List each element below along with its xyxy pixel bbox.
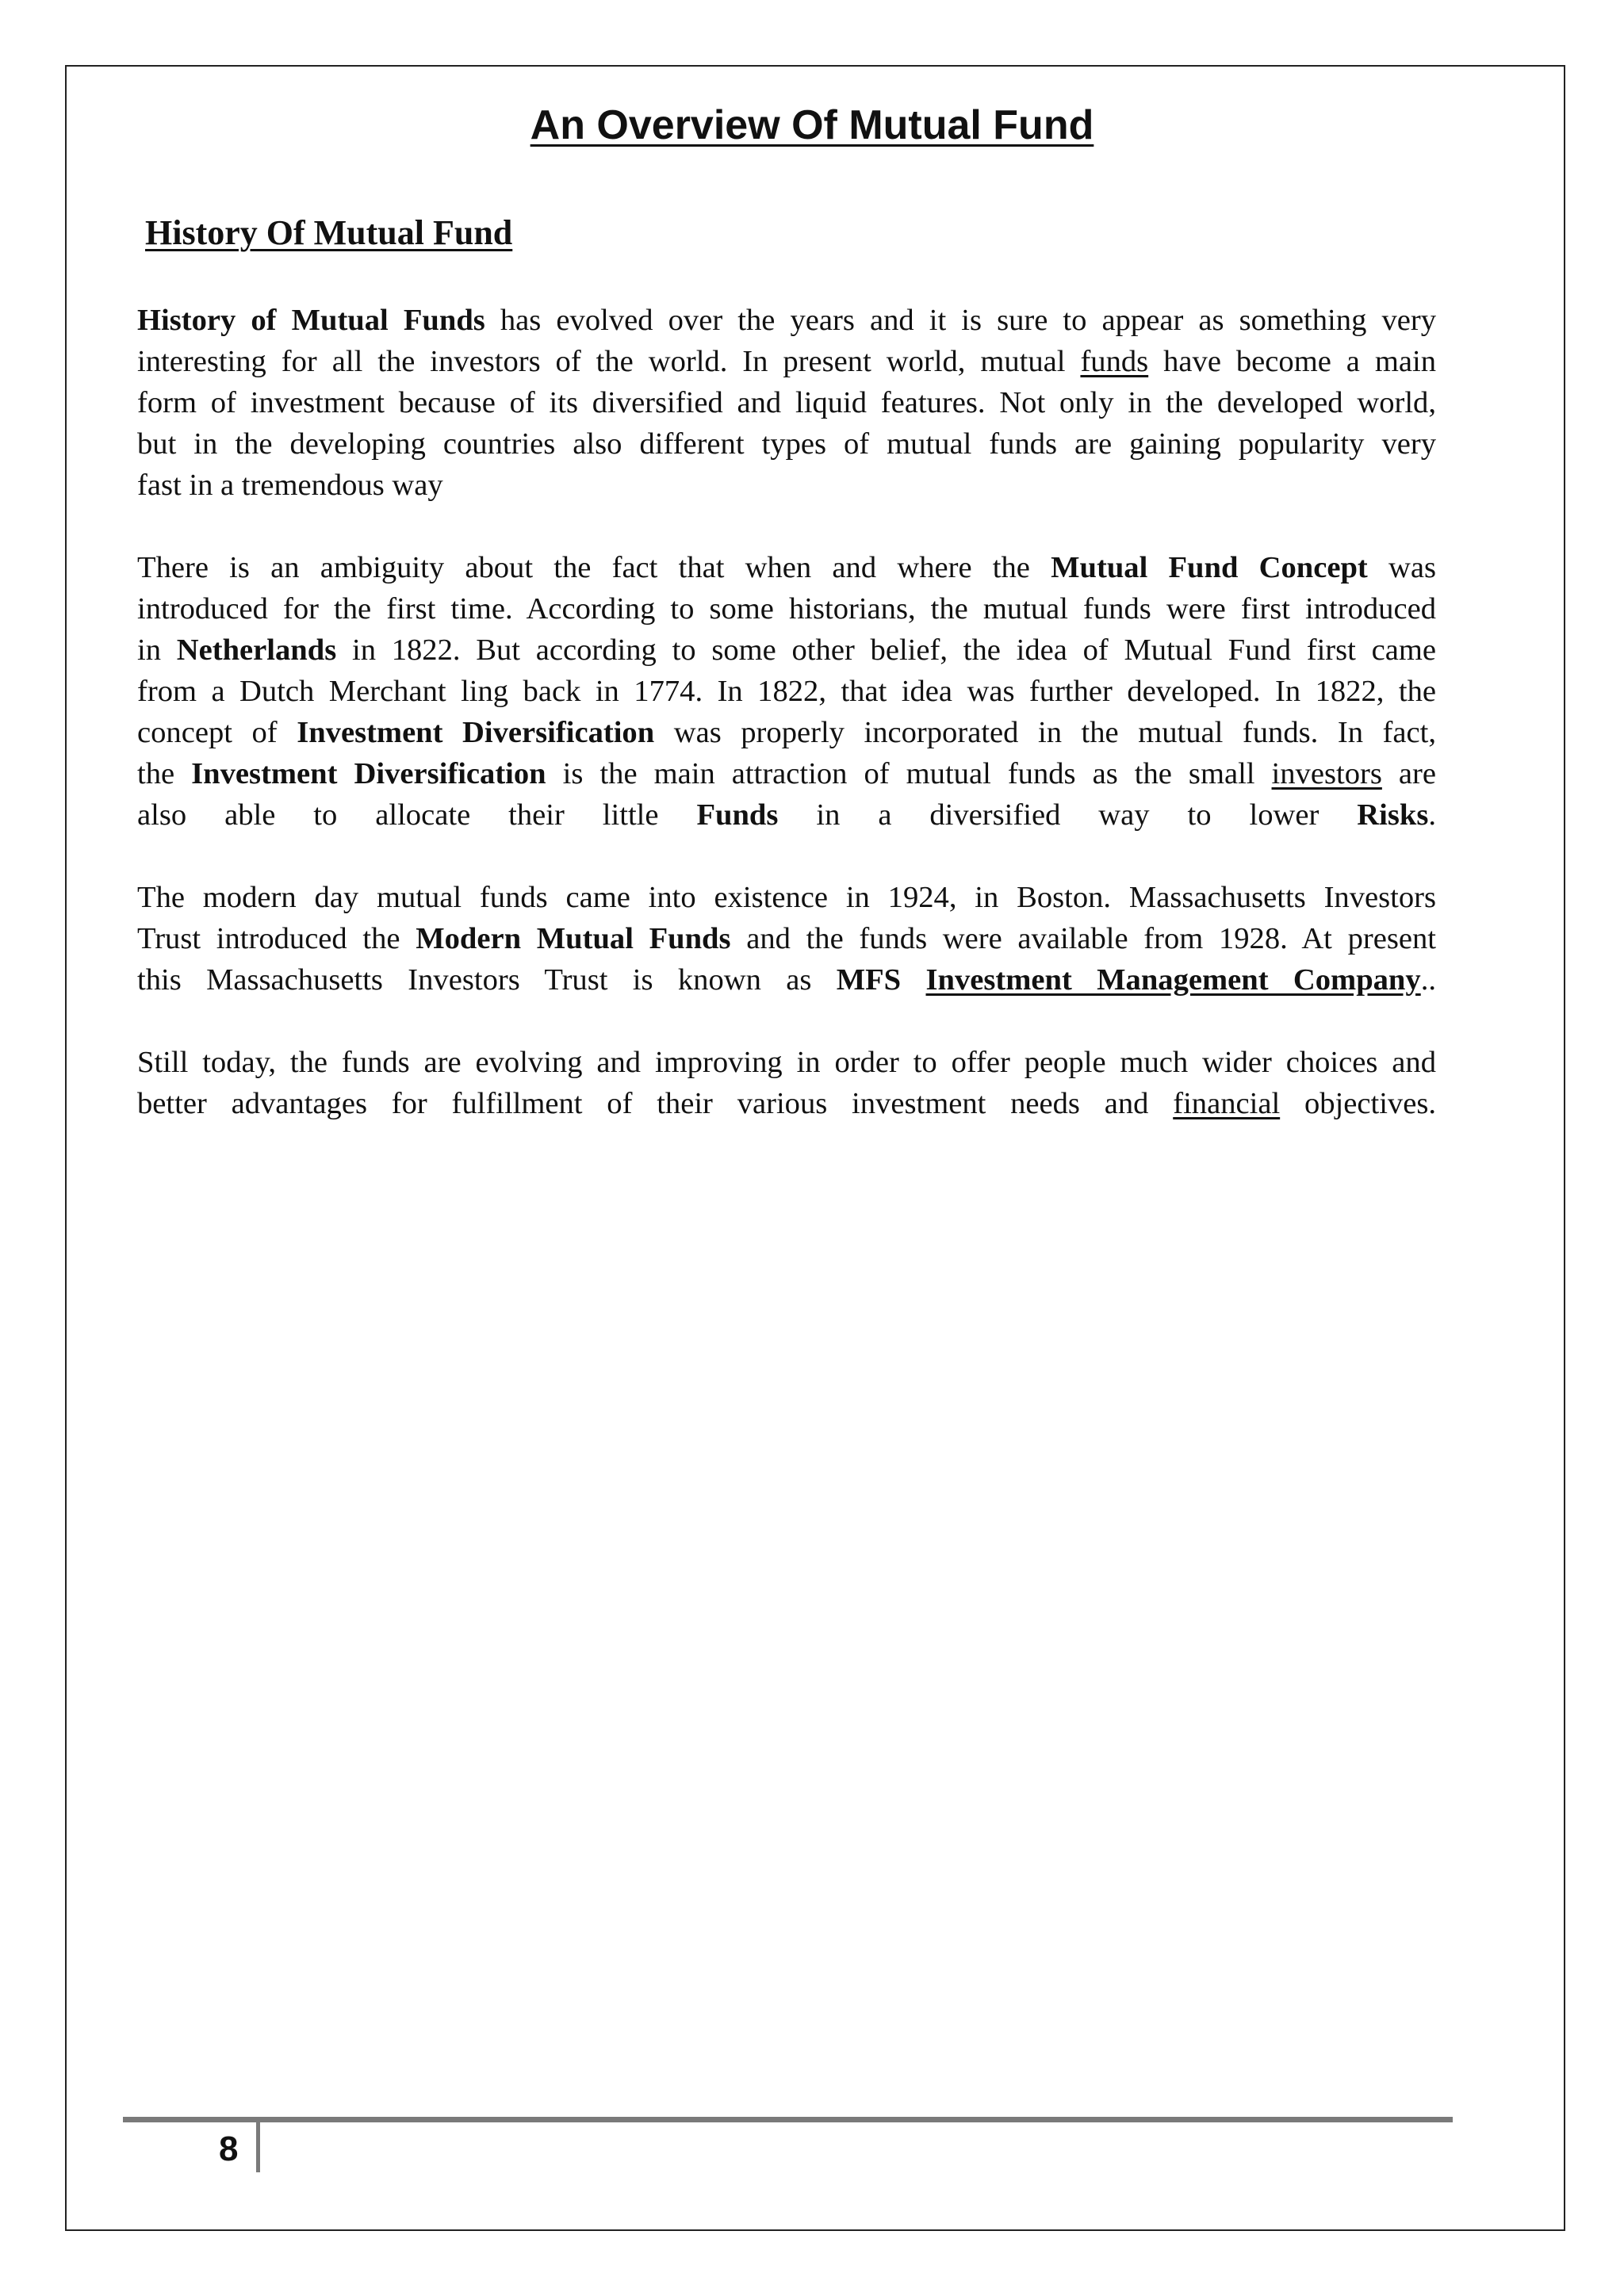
page-number: 8	[219, 2130, 239, 2168]
text-run: is the main attraction of mutual funds as the small	[546, 757, 1272, 790]
paragraph-1	[137, 300, 1436, 506]
text-run: was properly incorporated in the mutual funds. In fact,	[654, 716, 1436, 749]
text-run: this Massachusetts Investors Trust is known as	[137, 963, 837, 997]
text-run: in	[137, 633, 177, 667]
bold-term: Funds	[696, 798, 779, 832]
footer-divider	[256, 2120, 260, 2172]
text-run: has evolved over the years and it is sure to appear as something very	[485, 304, 1436, 337]
text-run: .	[1428, 798, 1436, 832]
text-run: also able to allocate their little	[137, 798, 697, 832]
page-title	[0, 101, 1624, 149]
paragraph-3	[137, 877, 1436, 1001]
paragraph-line: fast in a tremendous way	[137, 469, 443, 502]
paragraph-line	[137, 959, 1436, 1001]
bold-term: Risks	[1357, 798, 1429, 832]
text-run: concept of	[137, 716, 297, 749]
text-run: better advantages for fulfillment of their various investment needs and	[137, 1087, 1174, 1120]
page-title-text: An Overview Of Mutual Fund	[530, 102, 1094, 148]
text-run	[901, 963, 925, 997]
paragraph-line	[137, 918, 1436, 959]
text-run: have become a main	[1148, 345, 1436, 378]
paragraph-line	[137, 300, 1436, 341]
paragraph-line	[137, 547, 1436, 588]
text-run: and the funds were available from 1928. At present	[730, 922, 1436, 955]
funds-link[interactable]: funds	[1080, 345, 1149, 378]
bold-term: Investment Diversification	[297, 716, 655, 749]
text-run: objectives.	[1280, 1087, 1437, 1120]
bold-term: MFS	[836, 963, 902, 997]
paragraph-line: but in the developing countries also different types of mutual funds are gaining popularity very	[137, 427, 1436, 461]
bold-term: Modern Mutual Funds	[416, 922, 731, 955]
paragraph-line	[137, 712, 1436, 753]
paragraph-line: Still today, the funds are evolving and improving in order to offer people much wider choices and	[137, 1046, 1436, 1079]
bold-term: Mutual Fund Concept	[1051, 551, 1368, 584]
paragraph-line: from a Dutch Merchant ling back in 1774. In 1822, that idea was further developed. In 1822, the	[137, 675, 1436, 708]
footer-rule	[123, 2117, 1453, 2122]
body-text	[137, 300, 1436, 1165]
financial-link[interactable]: financial	[1173, 1087, 1281, 1120]
text-run: ..	[1420, 963, 1436, 997]
bold-term: Investment Diversification	[191, 757, 546, 790]
text-run: There is an ambiguity about the fact that when and where the	[137, 551, 1051, 584]
section-heading: History Of Mutual Fund	[145, 213, 513, 252]
paragraph-line: form of investment because of its diversified and liquid features. Not only in the developed world,	[137, 386, 1436, 419]
paragraph-line	[137, 629, 1436, 671]
paragraph-line	[137, 753, 1436, 794]
text-run: are	[1381, 757, 1436, 790]
investment-management-company-link[interactable]: Investment Management Company	[925, 963, 1421, 997]
text-run: interesting for all the investors of the world. In present world, mutual	[137, 345, 1081, 378]
paragraph-line	[137, 1083, 1436, 1124]
paragraph-line: introduced for the first time. According to some historians, the mutual funds were first introduced	[137, 592, 1436, 626]
paragraph-line: The modern day mutual funds came into existence in 1924, in Boston. Massachusetts Investors	[137, 881, 1436, 914]
text-run: the	[137, 757, 192, 790]
text-run: in 1822. But according to some other belief, the idea of Mutual Fund first came	[336, 633, 1437, 667]
bold-term: Netherlands	[176, 633, 337, 667]
investors-link[interactable]: investors	[1271, 757, 1382, 790]
paragraph-line	[137, 341, 1436, 382]
text-run: was	[1367, 551, 1436, 584]
text-run: in a diversified way to lower	[778, 798, 1358, 832]
paragraph-line	[137, 794, 1436, 836]
paragraph-4	[137, 1042, 1436, 1124]
bold-term: History of Mutual Funds	[137, 304, 485, 337]
paragraph-2	[137, 547, 1436, 836]
text-run: Trust introduced the	[137, 922, 416, 955]
